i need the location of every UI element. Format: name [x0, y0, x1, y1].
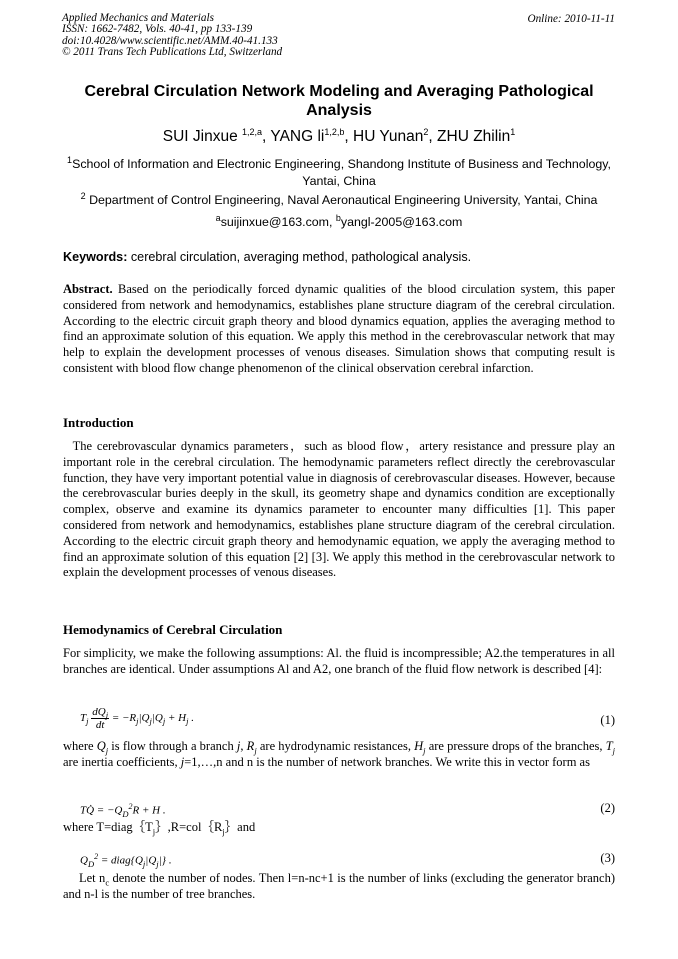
introduction-text: The cerebrovascular dynamics parameters，such as blood flow，artery resistance and pressure play an important role in the cerebral circulation. The hemodynamic parameters reflect directly the cerebrovascular function, they have very important potential value in diagnosis of cerebrovascular diseases. However, because the cerebrovascular buries deeply in the skull, its geometry shape and dynamics condition are exceptionally complex, observe and examine its dynamics parameter to encounter many difficulties [1]. This paper considered from network and hemodynamics, establishes plane structure diagram of the cerebral circulation. According to the electric circuit graph theory and hemodynamic equation, we apply the averaging method to find an approximate solution of this equation [2] [3]. We apply this method in the cerebrovascular network to explain the development processes of venous diseases. [63, 439, 619, 580]
keywords-label: Keywords: [63, 250, 128, 264]
equation-2-number: (2) [600, 801, 615, 815]
issn: ISSN: 1662-7482, Vols. 40-41, pp 133-139 [62, 23, 253, 36]
author-list: SUI Jinxue $^{1,2,a}$, YANG li$^{1,2,b}$, HU Yunan$^2$, ZHU Zhilin$^1$ [162, 126, 516, 145]
paper-title: Cerebral Circulation Network Modeling and Averaging Pathological Analysis [84, 83, 594, 119]
email-link[interactable]: yangl-2005@163.com [340, 215, 463, 229]
author-name: ZHU Zhilin [437, 128, 511, 145]
author-name: HU Yunan [353, 128, 424, 145]
abstract-label: Abstract. [63, 282, 113, 296]
email-link[interactable]: suijinxue@163.com, [220, 215, 336, 229]
equation-2-explanation: where $T=diag\{T_j\},R=col\{R_j\}and$ [63, 820, 256, 837]
affiliation-2: $^2$ Department of Control Engineering, Naval Aeronautical Engineering University, Yantai, China [80, 190, 598, 207]
equation-3: $Q_D^2$ = $diag\{Q_j|Q_j|\}$ . [80, 852, 172, 869]
keywords-text: cerebral circulation, averaging method, pathological analysis. [127, 250, 472, 264]
equation-3-number: (3) [600, 851, 615, 865]
journal-meta [62, 13, 282, 59]
hemodynamics-intro: For simplicity, we make the following assumptions: Al. the fluid is incompressible; A2.the temperatures in all branches are identical. Under assumptions Al and A2, one branch of the fluid flow network is described [4]: [63, 646, 615, 676]
author-sup: 1,2,a [242, 126, 263, 137]
section-heading-hemodynamics: Hemodynamics of Cerebral Circulation [63, 622, 283, 637]
equation-2: TQ̇ = $-Q_D^2R + H$ . [80, 802, 166, 819]
equation-1-number: (1) [600, 713, 615, 727]
author-sup: 2 [423, 126, 429, 137]
section-heading-introduction: Introduction [63, 415, 134, 430]
journal-name: Applied Mechanics and Materials [62, 12, 214, 24]
nodes-paragraph: Let $n_c$ denote the number of nodes. Then l=n-nc+1 is the number of links (excluding the generator branch) and n-l is the number of tree branches. [63, 871, 615, 901]
abstract [63, 282, 615, 377]
author-sup: 1 [510, 126, 516, 137]
author-emails: $^a$suijinxue@163.com, $^b$yangl-2005@163.com [215, 212, 463, 229]
doi: doi:10.4028/www.scientific.net/AMM.40-41.133 [62, 34, 278, 47]
author-sup: 1,2,b [324, 126, 345, 137]
abstract-text: Based on the periodically forced dynamic qualities of the blood circulation system, this paper considered from network and hemodynamics, establishes plane structure diagram of the cerebral circulation. According to the electric circuit graph theory and blood dynamics equation, applies the averaging method to find an approximate solution of this equation. We apply this method in the cerebrovascular network that may help to explain the development processes of venous diseases. Simulation shows that computing result is consistent with blood flow change phenomenon of the clinical observation cerebral infarction. [63, 282, 615, 375]
online-date: Online: 2010-11-11 [527, 13, 615, 25]
copyright: © 2011 Trans Tech Publications Ltd, Switzerland [62, 46, 283, 59]
equation-1: $T_j$ $\frac{dQ_j}{dt}$ = $-R_j|Q_j|Q_j + H_j$ . [80, 706, 194, 731]
author-name: YANG li [270, 128, 325, 145]
affiliation-1: $^1$School of Information and Electronic Engineering, Shandong Institute of Business and Technology, Yantai, China [67, 154, 611, 188]
keywords [63, 250, 615, 264]
author-name: SUI Jinxue [162, 128, 242, 145]
equation-1-explanation: where $Q_j$ is flow through a branch j, $R_j$ are hydrodynamic resistances, $H_j$ are pressure drops of the branches, $T_j$ are inertia coefficients, j=1,…,n and n is the number of network branches. We write this in vector form as [63, 739, 616, 769]
